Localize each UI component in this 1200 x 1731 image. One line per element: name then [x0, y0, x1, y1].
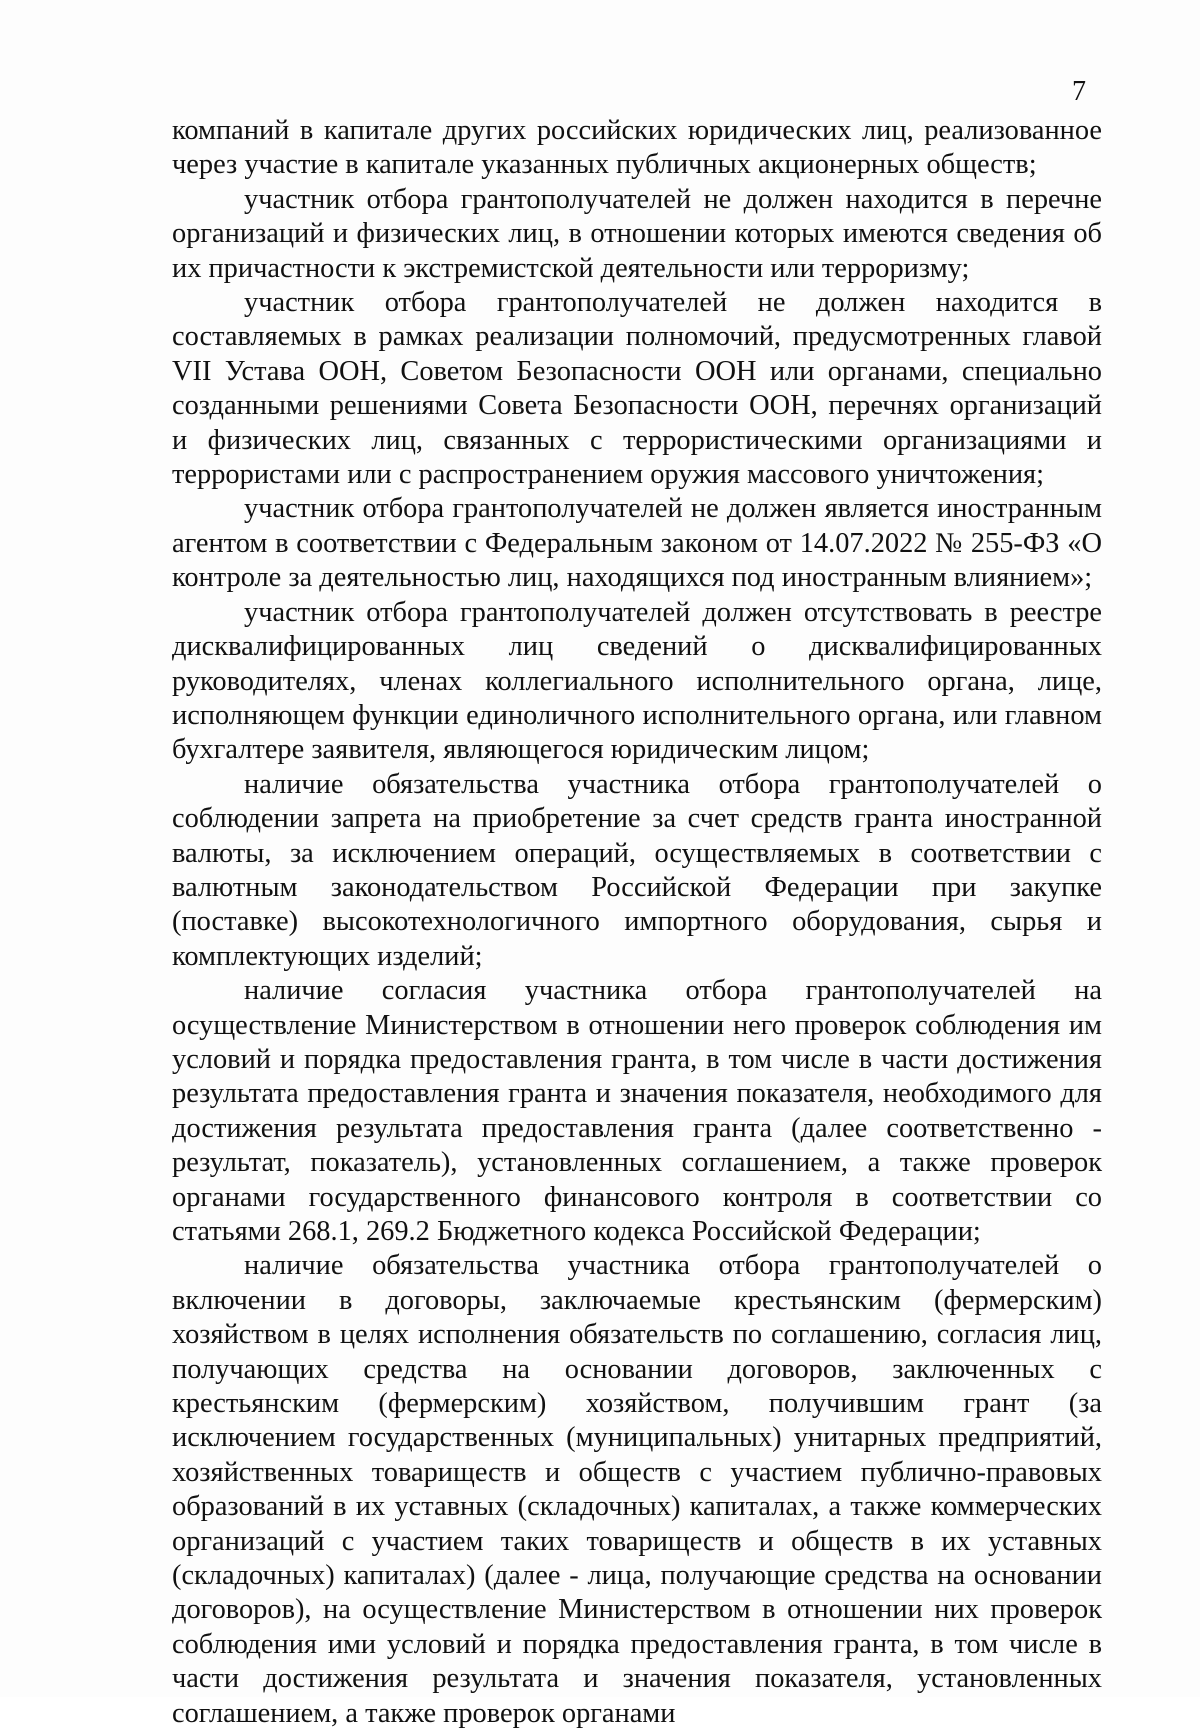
- paragraph: наличие обязательства участника отбора грантополучателей о включении в договоры, заключаемые крестьянским (фермерским) хозяйством в целях исполнения обязательств по соглашению, согласия лиц, получающих средства на основании договоров, заключенных с крестьянским (фермерским) хозяйством, получившим грант (за исключением государственных (муниципальных) унитарных предприятий, хозяйственных товариществ и обществ с участием публично-правовых образований в их уставных (складочных) капиталах, а также коммерческих организаций с участием таких товариществ и обществ в их уставных (складочных) капиталах) (далее - лица, получающие средства на основании договоров), на осуществление Министерством в отношении них проверок соблюдения ими условий и порядка предоставления гранта, в том числе в части достижения результата и значения показателя, установленных соглашением, а также проверок органами: [172, 1250, 1102, 1729]
- paragraph: наличие обязательства участника отбора грантополучателей о соблюдении запрета на приобретение за счет средств гранта иностранной валюты, за исключением операций, осуществляемых в соответствии с валютным законодательством Российской Федерации при закупке (поставке) высокотехнологичного импортного оборудования, сырья и комплектующих изделий;: [172, 768, 1102, 972]
- paragraph: наличие согласия участника отбора грантополучателей на осуществление Министерством в отношении него проверок соблюдения им условий и порядка предоставления гранта, в том числе в части достижения результата предоставления гранта и значения показателя, необходимого для достижения результата предоставления гранта (далее соответственно - результат, показатель), установленных соглашением, а также проверок органами государственного финансового контроля в соответствии со статьями 268.1, 269.2 Бюджетного кодекса Российской Федерации;: [172, 975, 1102, 1247]
- paragraph: компаний в капитале других российских юридических лиц, реализованное через участие в капитале указанных публичных акционерных обществ;: [172, 115, 1102, 181]
- document-body: [172, 114, 1102, 1731]
- paragraph: участник отбора грантополучателей не должен находится в составляемых в рамках реализации полномочий, предусмотренных главой VII Устава ООН, Советом Безопасности ООН или органами, специально созданными решениями Совета Безопасности ООН, перечнях организаций и физических лиц, связанных с террористическими организациями и террористами или с распространением оружия массового уничтожения;: [172, 287, 1102, 491]
- paragraph: участник отбора грантополучателей не должен является иностранным агентом в соответствии с Федеральным законом от 14.07.2022 № 255-ФЗ «О контроле за деятельностью лиц, находящихся под иностранным влиянием»;: [172, 493, 1102, 594]
- page-number: 7: [1072, 76, 1086, 107]
- paragraph: участник отбора грантополучателей должен отсутствовать в реестре дисквалифицированных лиц сведений о дисквалифицированных руководителях, членах коллегиального исполнительного органа, лице, исполняющем функции единоличного исполнительного органа, или главном бухгалтере заявителя, являющегося юридическим лицом;: [172, 596, 1102, 766]
- paragraph: участник отбора грантополучателей не должен находится в перечне организаций и физических лиц, в отношении которых имеются сведения об их причастности к экстремистской деятельности или терроризму;: [172, 183, 1102, 284]
